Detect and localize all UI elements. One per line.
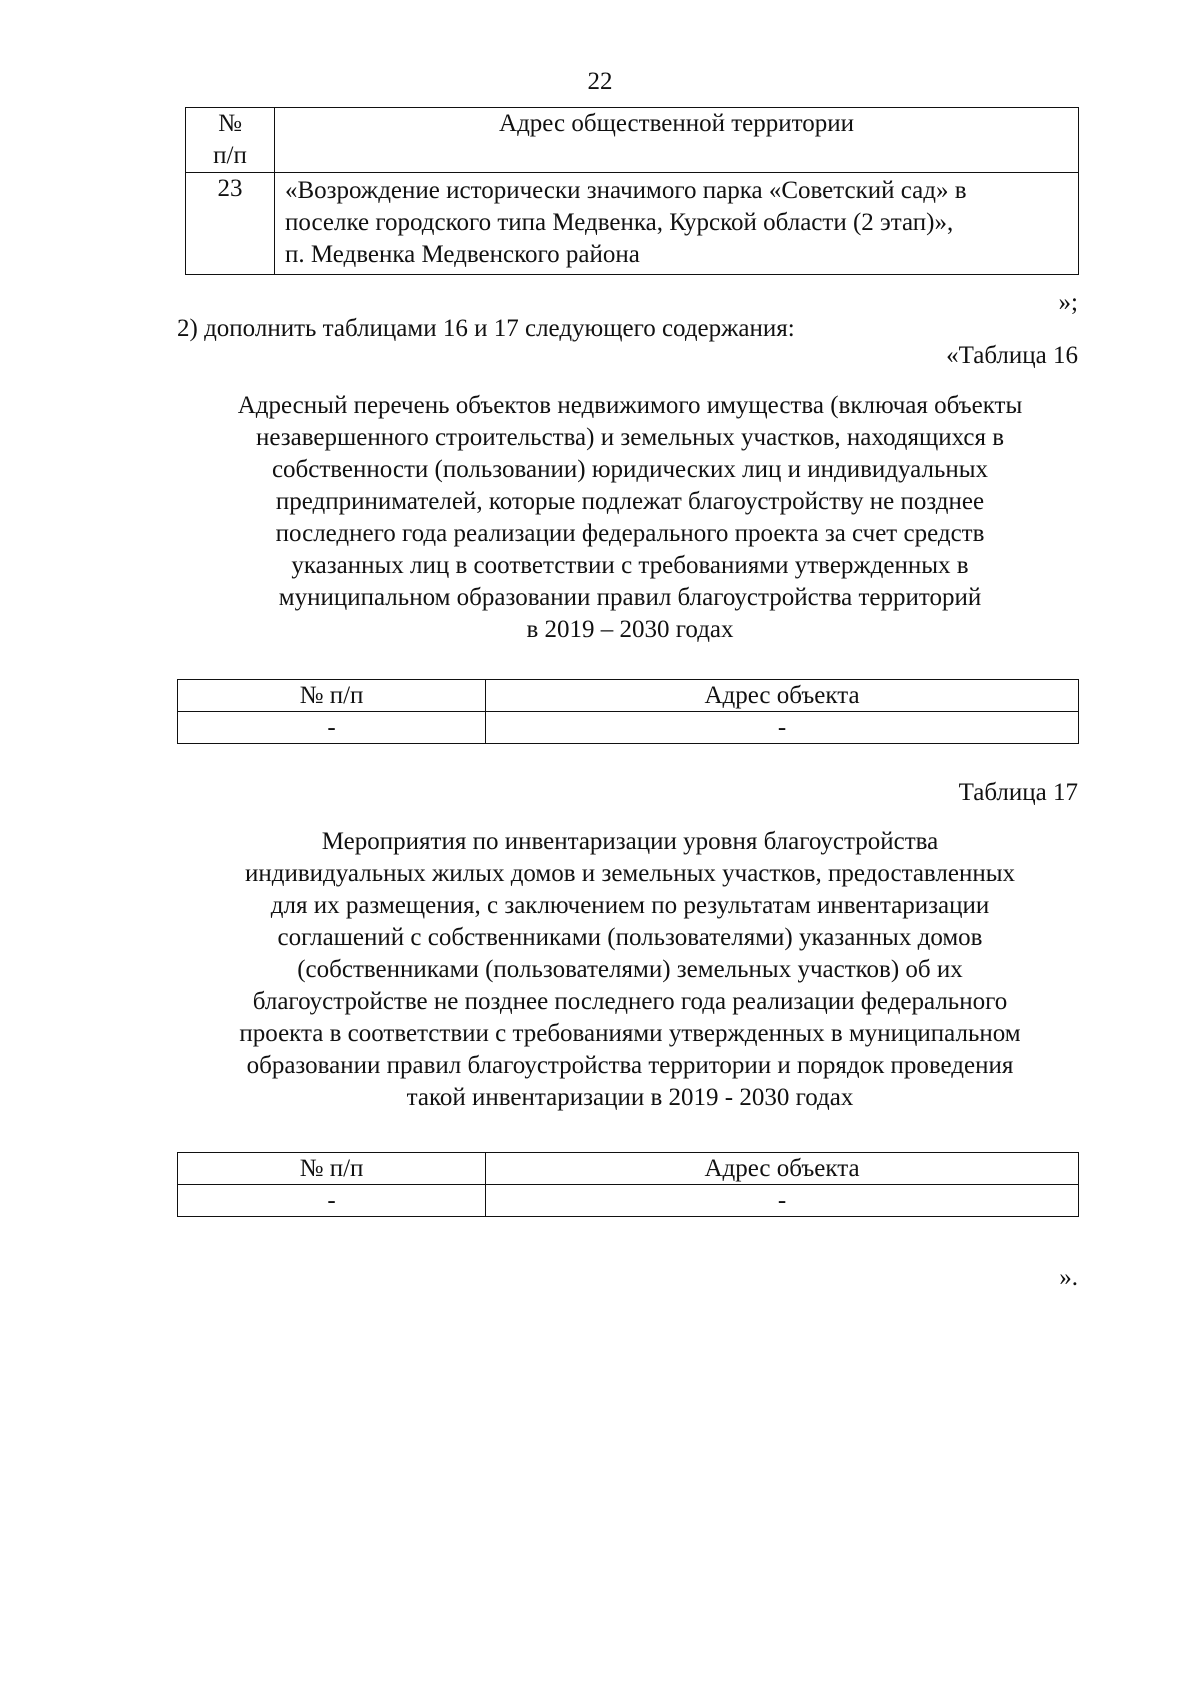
item-2-text: 2) дополнить таблицами 16 и 17 следующего содержания: (177, 315, 795, 342)
title-line: предпринимателей, которые подлежат благоустройству не позднее (275, 488, 985, 515)
closing-quote-2: ». (1059, 1264, 1078, 1291)
row-address-cell: - (486, 712, 1079, 744)
title-line: в 2019 – 2030 годах (526, 616, 734, 643)
header-number-cell: № п/п (178, 680, 486, 712)
page-number: 22 (587, 68, 613, 95)
title-line: указанных лиц в соответствии с требованиями утвержденных в (291, 552, 969, 579)
table-header-row (178, 680, 1079, 712)
title-line: Мероприятия по инвентаризации уровня благоустройства (321, 828, 939, 855)
title-line: (собственниками (пользователями) земельных участков) об их (297, 956, 963, 983)
header-address-cell: Адрес объекта (486, 680, 1079, 712)
title-line: Адресный перечень объектов недвижимого имущества (включая объекты (237, 392, 1023, 419)
header-number-cell (186, 108, 275, 173)
address-line: поселке городского типа Медвенка, Курской области (2 этап)», (285, 209, 954, 236)
table16 (177, 679, 1079, 744)
title-line: соглашений с собственниками (пользователями) указанных домов (277, 924, 983, 951)
row-number-cell: - (178, 1185, 486, 1217)
title-line: последнего года реализации федерального проекта за счет средств (275, 520, 985, 547)
address-line: п. Медвенка Медвенского района (285, 241, 640, 268)
header-number-cell: № п/п (178, 1153, 486, 1185)
row-number-cell: 23 (186, 173, 275, 275)
header-number-line2: п/п (213, 142, 247, 169)
closing-quote-1: »; (1058, 289, 1078, 316)
title-line: для их размещения, с заключением по результатам инвентаризации (270, 892, 990, 919)
title-line: индивидуальных жилых домов и земельных участков, предоставленных (244, 860, 1016, 887)
table16-title (160, 390, 1100, 646)
header-address-cell: Адрес объекта (486, 1153, 1079, 1185)
header-number-line1: № (218, 110, 242, 137)
header-address-cell: Адрес общественной территории (275, 108, 1079, 173)
table17 (177, 1152, 1079, 1217)
row-address-cell: - (486, 1185, 1079, 1217)
table-header-row (186, 108, 1079, 173)
table17-title (160, 826, 1100, 1114)
title-line: незавершенного строительства) и земельных участков, находящихся в (255, 424, 1005, 451)
title-line: проекта в соответствии с требованиями утвержденных в муниципальном (239, 1020, 1021, 1047)
table-row (178, 712, 1079, 744)
public-territory-table (185, 107, 1079, 275)
title-line: собственности (пользовании) юридических лиц и индивидуальных (271, 456, 989, 483)
table17-label: Таблица 17 (958, 779, 1078, 806)
table16-label: «Таблица 16 (946, 342, 1078, 369)
table-row (186, 173, 1079, 275)
title-line: такой инвентаризации в 2019 - 2030 годах (406, 1084, 854, 1111)
row-address-cell (275, 173, 1079, 275)
row-number-cell: - (178, 712, 486, 744)
table-header-row (178, 1153, 1079, 1185)
title-line: муниципальном образовании правил благоустройства территорий (278, 584, 982, 611)
title-line: образовании правил благоустройства территории и порядок проведения (246, 1052, 1014, 1079)
address-line: «Возрождение исторически значимого парка «Советский сад» в (285, 177, 967, 204)
table-row (178, 1185, 1079, 1217)
title-line: благоустройстве не позднее последнего года реализации федерального (252, 988, 1008, 1015)
